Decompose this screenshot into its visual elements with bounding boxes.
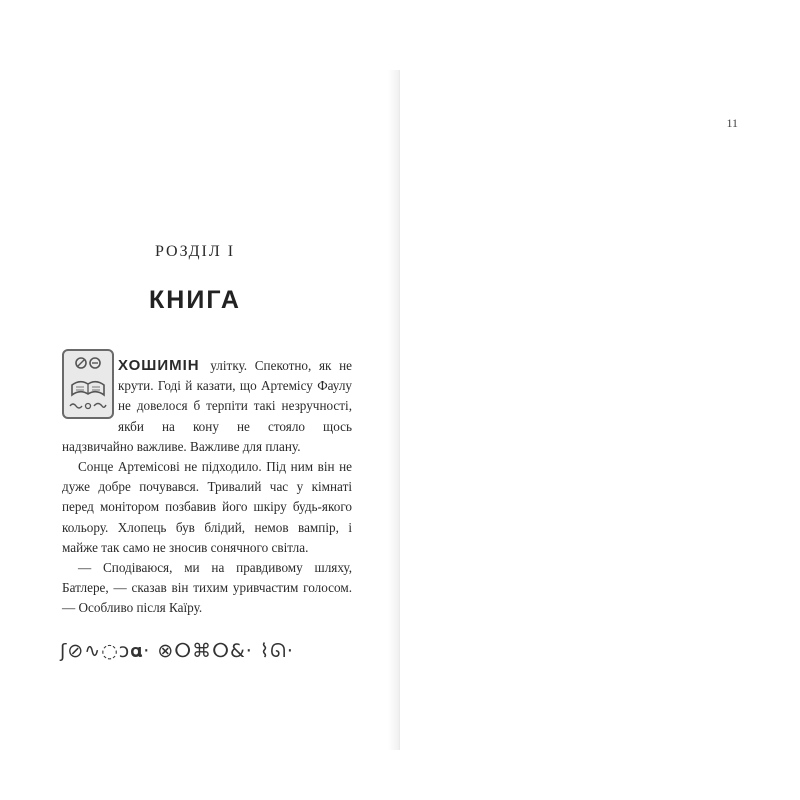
lead-word: ХОШИМІН [118,357,200,374]
page-number: 11 [726,116,738,130]
right-page [400,0,800,800]
paragraph [62,356,352,457]
paragraph: Сонце Артемісові не підходило. Під ним він не дуже добре почувався. Тривалий час у кімнаті перед монітором позбавив його шкіру будь-якого кольору. Хлопець був блідий, немов вампір, і майже так само не зносив сонячного світла. [62,459,352,555]
paragraph: — Сподіваюся, ми на правдивому шляху, Батлере, — сказав він тихим уривчастим голосом. — Особливо після Каїру. [62,560,352,616]
gnommish-glyph-line: ʃ⊘∿◌ↄ𝛂· ⊗ⵔ⌘ⵔ&· ⌇ᘏ· [60,640,294,662]
chapter-label: РОЗДІЛ I [154,243,236,260]
chapter-title: КНИГА [149,286,241,314]
left-text-block [62,356,352,619]
paragraph-text: улітку. Спекотно, як не крути. Годі й казати, що Артемісу Фаулу не довелося б терпіти такі незручності, якби на кону не стояло щось надзвичайно важливе. Важливе для плану. [62,358,352,454]
